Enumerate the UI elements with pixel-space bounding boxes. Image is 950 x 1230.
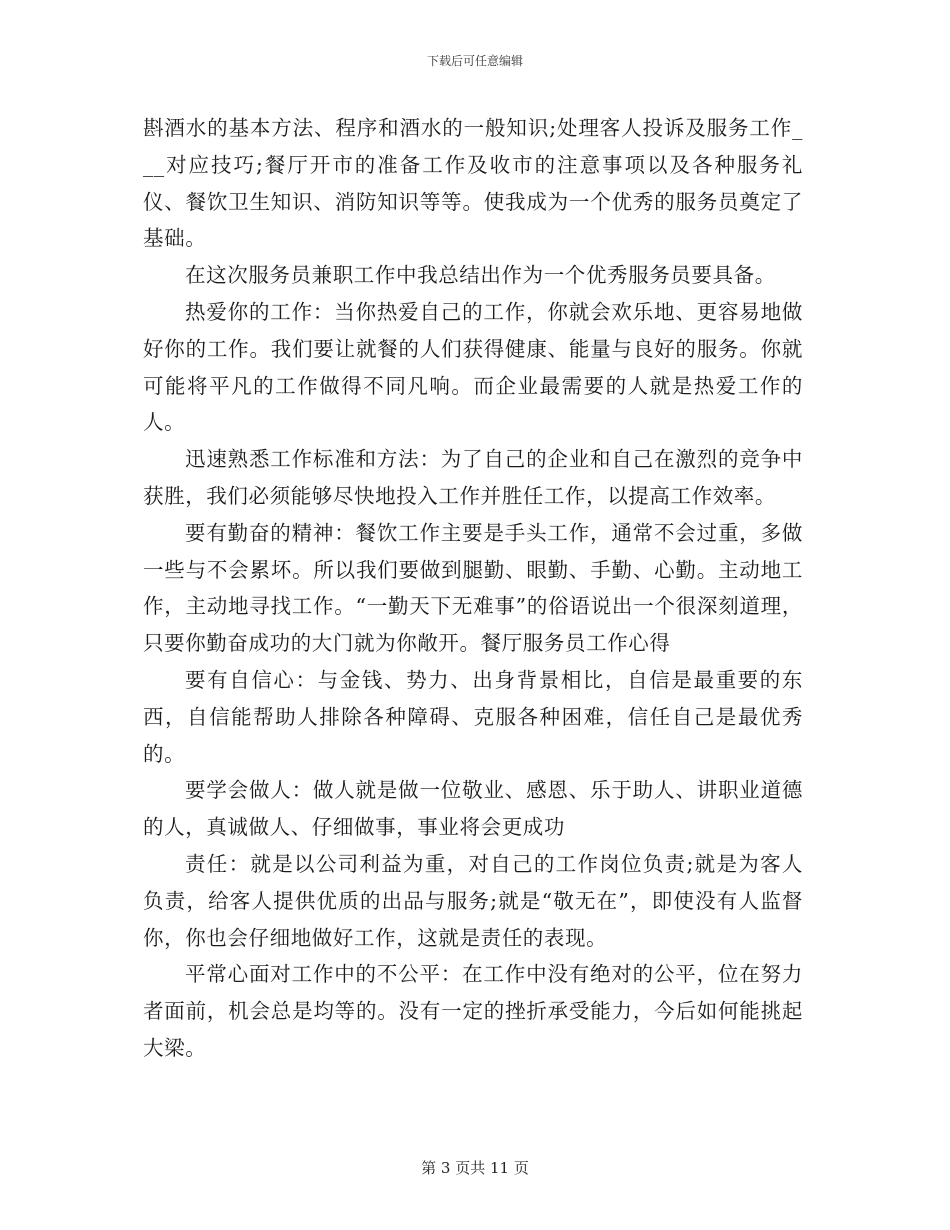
paragraph-9: 平常心面对工作中的不公平：在工作中没有绝对的公平，位在努力者面前，机会总是均等的。没有一定的挫折承受能力，今后如何能挑起大梁。 [143,962,803,1060]
paragraph-4: 迅速熟悉工作标准和方法：为了自己的企业和自己在激烈的竞争中获胜，我们必须能够尽快地投入工作并胜任工作，以提高工作效率。 [143,447,803,508]
paragraph-8: 责任：就是以公司利益为重，对自己的工作岗位负责;就是为客人负责，给客人提供优质的出品与服务;就是“敬无在”，即使没有人监督你，你也会仔细地做好工作，这就是责任的表现。 [143,851,803,950]
document-body [143,110,803,1067]
paragraph-1: 斟酒水的基本方法、程序和酒水的一般知识;处理客人投诉及服务工作___对应技巧;餐厅开市的准备工作及收市的注意事项以及各种服务礼仪、餐饮卫生知识、消防知识等等。使我成为一个优秀的服务员奠定了基础。 [143,116,803,251]
page-header: 下载后可任意编辑 [426,54,523,68]
paragraph-7: 要学会做人：做人就是做一位敬业、感恩、乐于助人、讲职业道德的人，真诚做人、仔细做事，事业将会更成功 [143,778,803,840]
paragraph-6: 要有自信心：与金钱、势力、出身背景相比，自信是最重要的东西，自信能帮助人排除各种障碍、克服各种困难，信任自己是最优秀的。 [143,667,803,766]
page-number: 第 3 页共 11 页 [421,1159,529,1177]
paragraph-5: 要有勤奋的精神：餐饮工作主要是手头工作，通常不会过重，多做一些与不会累坏。所以我们要做到腿勤、眼勤、手勤、心勤。主动地工作，主动地寻找工作。“一勤天下无难事”的俗语说出一个很深刻道理，只要你勤奋成功的大门就为你敞开。餐厅服务员工作心得 [143,520,803,656]
paragraph-3: 热爱你的工作：当你热爱自己的工作，你就会欢乐地、更容易地做好你的工作。我们要让就餐的人们获得健康、能量与良好的服务。你就可能将平凡的工作做得不同凡响。而企业最需要的人就是热爱工作的人。 [143,299,803,435]
paragraph-2: 在这次服务员兼职工作中我总结出作为一个优秀服务员要具备。 [185,263,776,288]
